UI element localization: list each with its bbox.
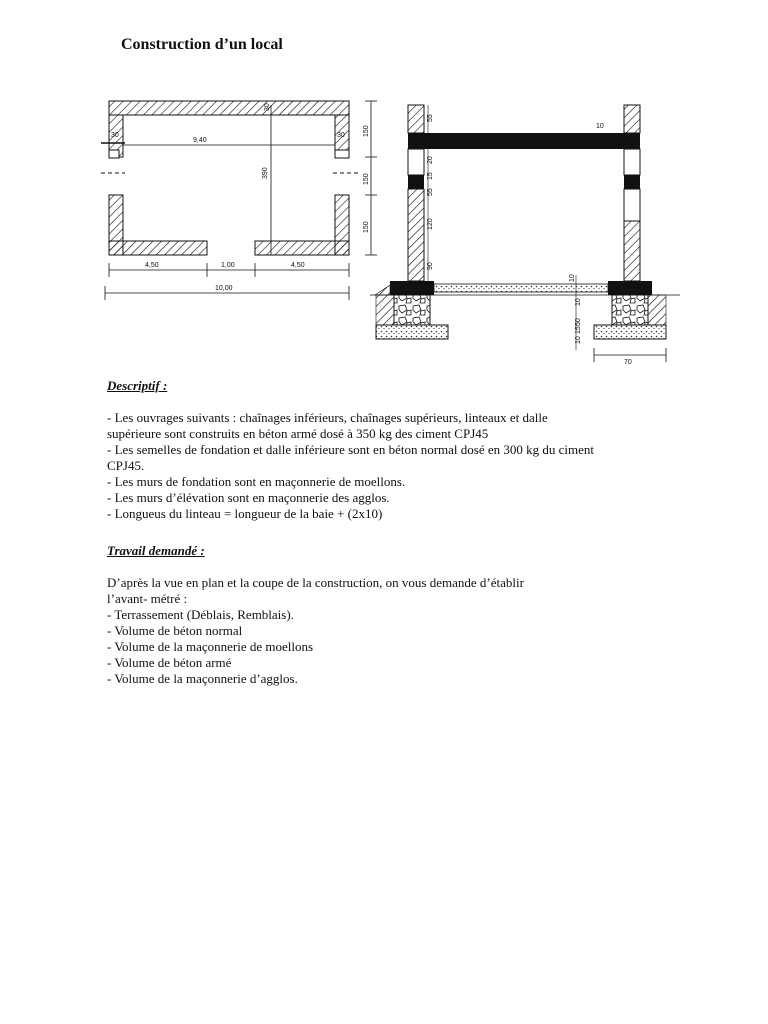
section-dim-50: 50 bbox=[575, 318, 582, 326]
page-title: Construction d’un local bbox=[121, 36, 283, 53]
plan-dim-right-150-mid: 150 bbox=[363, 173, 370, 185]
travail-text bbox=[107, 575, 524, 687]
travail-line: D’après la vue en plan et la coupe de la construction, on vous demande d’établir bbox=[107, 575, 524, 590]
descriptif-line: - Les murs d’élévation sont en maçonnerie des agglos. bbox=[107, 490, 390, 505]
section-dim-15: 15 bbox=[427, 172, 434, 180]
section-floor-slab bbox=[434, 284, 608, 292]
plan-dim-top-wall: 30 bbox=[264, 103, 271, 111]
section-foundation-wall-left bbox=[394, 295, 430, 325]
plan-dim-seg-right: 4,50 bbox=[291, 262, 305, 269]
travail-line: l’avant- métré : bbox=[107, 591, 188, 606]
plan-dim-interior: 9,40 bbox=[193, 137, 207, 144]
section-footing-left bbox=[376, 325, 448, 339]
plan-dim-left-wall: 30 bbox=[111, 132, 119, 139]
section-dim-55b: 55 bbox=[427, 188, 434, 196]
plan-bottom-wall-left bbox=[109, 241, 207, 255]
travail-line: - Volume de béton normal bbox=[107, 623, 243, 638]
section-dim-120: 120 bbox=[427, 218, 434, 230]
travail-line: - Volume de la maçonnerie de moellons bbox=[107, 639, 314, 654]
descriptif-heading: Descriptif : bbox=[107, 378, 168, 393]
section-foundation-wall-right bbox=[612, 295, 648, 325]
section-lower-chain-left bbox=[390, 281, 434, 295]
descriptif-line: - Les ouvrages suivants : chaînages inférieurs, chaînages supérieurs, linteaux et dalle bbox=[107, 410, 548, 425]
plan-dim-seg-left: 4,50 bbox=[145, 262, 159, 269]
section-dim-70: 70 bbox=[624, 359, 632, 366]
section-dim-10-a: 10 bbox=[575, 298, 582, 306]
section-dim-90: 90 bbox=[427, 262, 434, 270]
descriptif-line: CPJ45. bbox=[107, 458, 145, 473]
section-lower-chain-right bbox=[608, 281, 652, 295]
descriptif-text bbox=[107, 410, 594, 522]
plan-top-wall bbox=[109, 101, 349, 115]
travail-heading: Travail demandé : bbox=[107, 543, 205, 558]
plan-dim-seg-door: 1,00 bbox=[221, 262, 235, 269]
plan-dim-right-150-bot: 150 bbox=[363, 221, 370, 233]
plan-dim-total: 10,00 bbox=[215, 285, 233, 292]
section-dim-10-b: 10 bbox=[575, 336, 582, 344]
section-dim-55: 55 bbox=[427, 114, 434, 122]
plan-dim-right-150-top: 150 bbox=[363, 125, 370, 137]
section-dim-20: 20 bbox=[427, 156, 434, 164]
section-view-drawing bbox=[370, 100, 680, 370]
section-dim-15b: 15 bbox=[575, 326, 582, 334]
section-dim-10-slab: 10 bbox=[569, 274, 576, 282]
travail-line: - Volume de béton armé bbox=[107, 655, 232, 670]
descriptif-line: - Les murs de fondation sont en maçonnerie de moellons. bbox=[107, 474, 406, 489]
descriptif-line: - Les semelles de fondation et dalle inférieure sont en béton normal dosé en 300 kg du ciment bbox=[107, 442, 594, 457]
travail-line: - Terrassement (Déblais, Remblais). bbox=[107, 607, 294, 622]
section-top-beam bbox=[408, 133, 640, 149]
section-dim-10-top: 10 bbox=[596, 123, 604, 130]
descriptif-line: - Longueus du linteau = longueur de la baie + (2x10) bbox=[107, 506, 383, 521]
plan-dim-vertical-inner: 390 bbox=[262, 167, 269, 179]
travail-line: - Volume de la maçonnerie d’agglos. bbox=[107, 671, 298, 686]
plan-dim-right-wall: 30 bbox=[337, 132, 345, 139]
plan-bottom-wall-right bbox=[255, 241, 349, 255]
section-footing-right bbox=[594, 325, 666, 339]
plan-view-drawing bbox=[95, 95, 385, 310]
descriptif-line: supérieure sont construits en béton armé dosé à 350 kg des ciment CPJ45 bbox=[107, 426, 489, 441]
